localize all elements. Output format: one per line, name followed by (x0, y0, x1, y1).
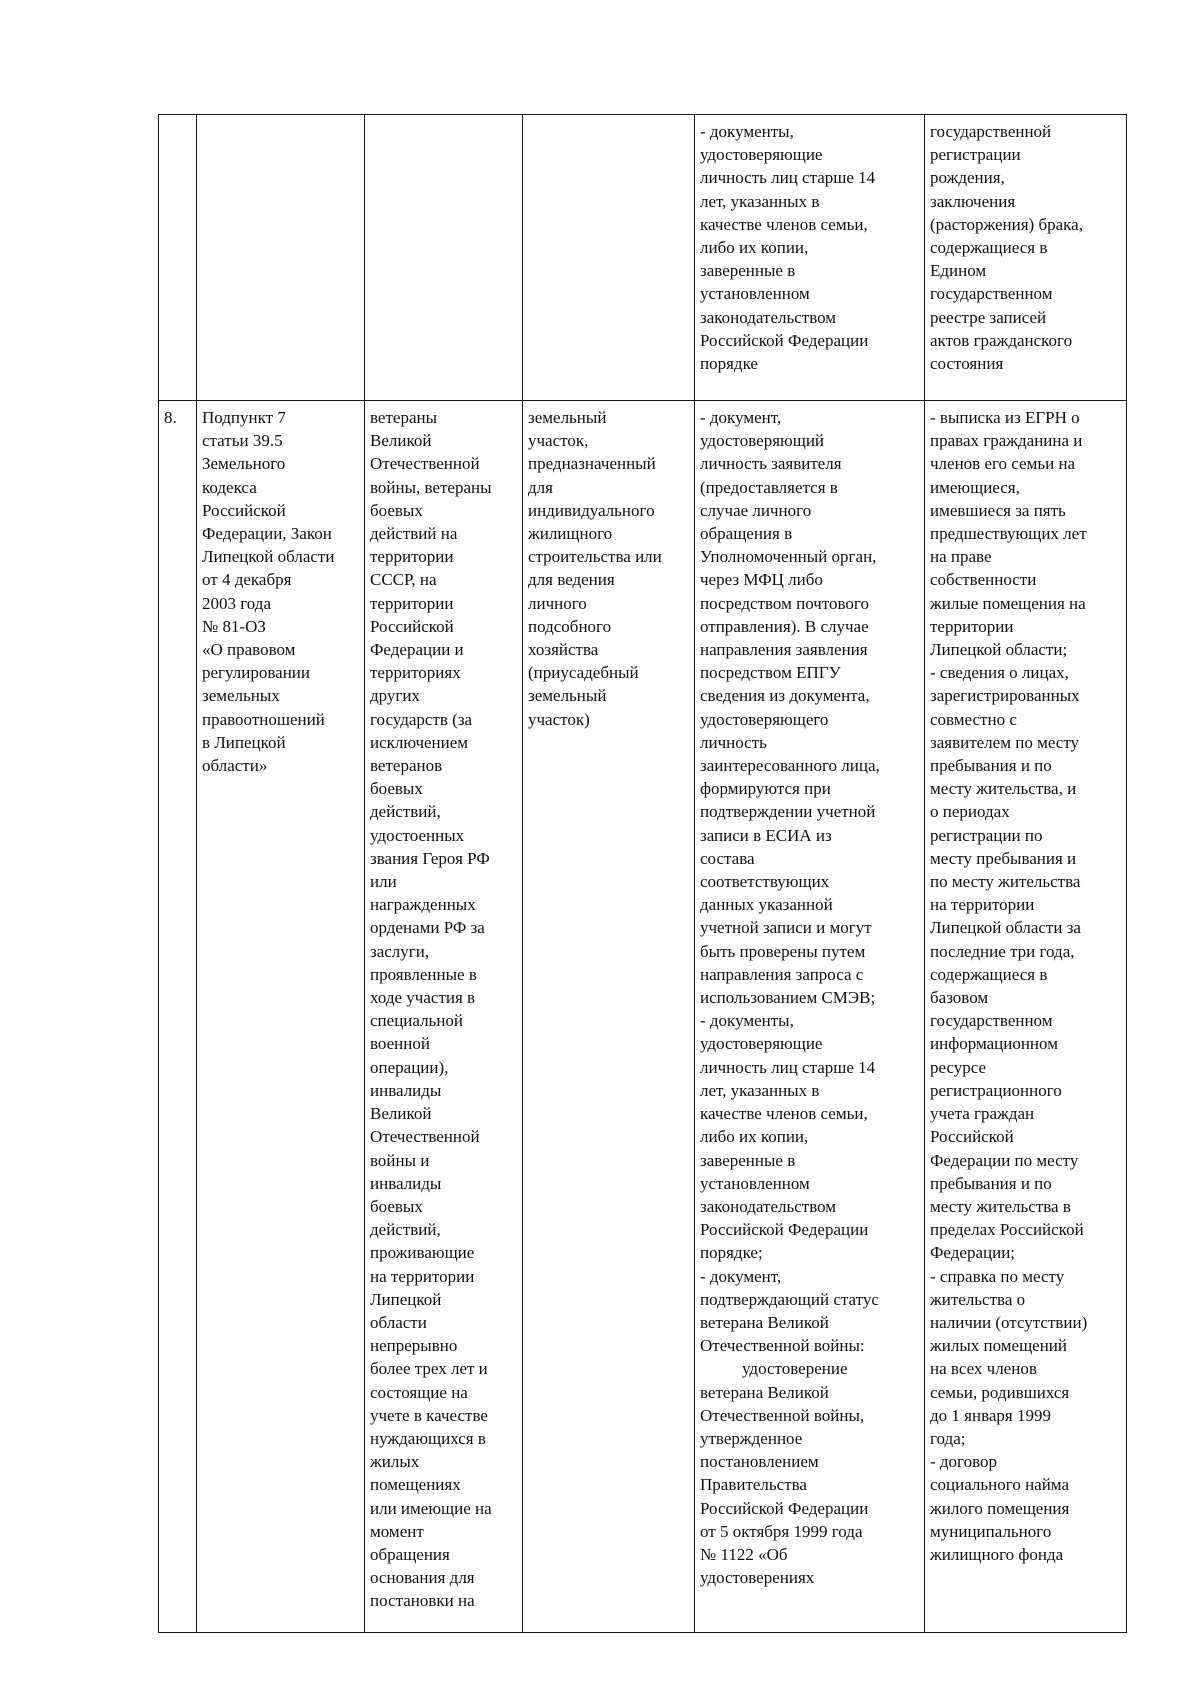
text-line: Липецкой области (202, 547, 335, 567)
text-line: сведения из документа, (700, 686, 870, 706)
text-line: Отечественной (370, 1127, 480, 1147)
row-number: 8. (164, 408, 177, 427)
text-line: Российской (930, 1127, 1014, 1147)
text-line: государственном (930, 1011, 1053, 1031)
text-line: действий, (370, 802, 441, 822)
text-line: подтверждающий статус (700, 1289, 879, 1309)
text-line: индивидуального (528, 500, 655, 520)
text-line: войны и (370, 1150, 430, 1170)
text-line: жилых (370, 1452, 420, 1472)
text-line: данных указанной (700, 895, 833, 915)
text-line: статьи 39.5 (202, 431, 283, 451)
text-line: Едином (930, 261, 987, 281)
text-line: для (528, 477, 553, 497)
text-line: кодекса (202, 477, 257, 497)
text-line: 2003 года (202, 593, 272, 613)
text-line: Российской Федерации (700, 1498, 869, 1518)
text-line: удостоверяющие (700, 1034, 823, 1054)
text-line: действий, (370, 1220, 441, 1240)
text-line: войны, ветераны (370, 477, 492, 497)
text-line: от 4 декабря (202, 570, 292, 590)
text-line: соответствующих (700, 872, 830, 892)
text-line: правоотношений (202, 709, 325, 729)
text-line: ветерана Великой (700, 1312, 829, 1332)
text-line: инвалиды (370, 1080, 442, 1100)
text-line: помещениях (370, 1475, 461, 1495)
text-line: жилого помещения (930, 1498, 1070, 1518)
text-line: или (370, 872, 397, 892)
text-line: Липецкой области; (930, 640, 1068, 660)
text-line: пределах Российской (930, 1220, 1084, 1240)
text-line: зарегистрированных (930, 686, 1080, 706)
text-line: звания Героя РФ (370, 848, 490, 868)
text-line: актов гражданского (930, 330, 1073, 350)
text-line: членов его семьи на (930, 454, 1076, 474)
text-line: месту жительства в (930, 1196, 1071, 1216)
text-line: месту жительства, и (930, 779, 1077, 799)
text-line: участок) (528, 709, 590, 729)
cell-applicant-docs (695, 115, 925, 401)
text-line: имеющиеся, (930, 477, 1020, 497)
text-line: базовом (930, 988, 989, 1008)
text-line: социального найма (930, 1475, 1069, 1495)
text-line: муниципального (930, 1521, 1052, 1541)
text-line: семьи, родившихся (930, 1382, 1070, 1402)
text-line: удостоверение (742, 1359, 848, 1379)
text-line: ветеранов (370, 756, 443, 776)
text-line: Российской Федерации (700, 330, 869, 350)
text-line: области (370, 1312, 427, 1332)
text-line: качестве членов семьи, (700, 1104, 868, 1124)
text-line: исключением (370, 732, 469, 752)
text-line: месту пребывания и (930, 848, 1077, 868)
text-line: имевшиеся за пять (930, 500, 1066, 520)
text-line: удостоенных (370, 825, 465, 845)
text-line: отправления). В случае (700, 616, 869, 636)
text-line: ветераны (370, 408, 438, 427)
text-line: (расторжения) брака, (930, 214, 1083, 234)
text-line: - сведения о лицах, (930, 663, 1069, 683)
text-line: - справка по месту (930, 1266, 1065, 1286)
text-line: на территории (930, 895, 1035, 915)
text-line: Российской (202, 500, 286, 520)
text-line: случае личного (700, 500, 812, 520)
text-line: специальной (370, 1011, 464, 1031)
text-line: орденами РФ за (370, 918, 485, 938)
text-line: содержащиеся в (930, 238, 1048, 258)
text-line: - документы, (700, 122, 794, 141)
text-line: инвалиды (370, 1173, 442, 1193)
text-line: жилых помещений (930, 1336, 1068, 1356)
text-line: Федерации, Закон (202, 524, 332, 544)
text-line: территории (370, 547, 454, 567)
text-line: операции), (370, 1057, 449, 1077)
text-line: боевых (370, 1196, 423, 1216)
text-line: заключения (930, 191, 1016, 211)
text-line: качестве членов семьи, (700, 214, 868, 234)
text-line: жилищного фонда (930, 1544, 1064, 1564)
text-line: Отечественной войны: (700, 1336, 865, 1356)
text-line: жилые помещения на (930, 593, 1086, 613)
text-line: государств (за (370, 709, 473, 729)
text-line: Отечественной (370, 454, 480, 474)
text-line: подтверждении учетной (700, 802, 876, 822)
text-line: ветерана Великой (700, 1382, 829, 1402)
text-line: боевых (370, 779, 423, 799)
cell-number (159, 115, 197, 401)
text-line: боевых (370, 500, 423, 520)
text-line: содержащиеся в (930, 964, 1048, 984)
text-line: Российской Федерации (700, 1220, 869, 1240)
text-line: законодательством (700, 1196, 837, 1216)
text-line: наличии (отсутствии) (930, 1312, 1088, 1332)
text-line: «О правовом (202, 640, 296, 660)
cell-requested-docs (925, 115, 1127, 401)
text-line: территориях (370, 663, 461, 683)
text-line: территории (370, 593, 454, 613)
cell-requested-docs (925, 401, 1127, 1633)
text-line: области» (202, 756, 268, 776)
services-table (158, 114, 1127, 1633)
table-row (159, 401, 1127, 1633)
text-line: Отечественной войны, (700, 1405, 865, 1425)
text-line: или имеющие на (370, 1498, 492, 1518)
text-line: - документ, (700, 408, 782, 427)
text-line: постановлением (700, 1452, 819, 1472)
text-line: Российской (370, 616, 454, 636)
text-line: других (370, 686, 420, 706)
text-line: личность лиц старше 14 (700, 168, 876, 188)
text-line: личного (528, 593, 587, 613)
cell-basis (197, 401, 365, 1633)
text-line: действий на (370, 524, 458, 544)
text-line: хозяйства (528, 640, 599, 660)
text-line: - документ, (700, 1266, 782, 1286)
cell-basis (197, 115, 365, 401)
text-line: формируются при (700, 779, 831, 799)
text-line: Правительства (700, 1475, 807, 1495)
text-line: состава (700, 848, 755, 868)
text-line: обращения (370, 1544, 450, 1564)
text-line: № 1122 «Об (700, 1544, 788, 1564)
text-line: жилищного (528, 524, 613, 544)
text-line: на территории (370, 1266, 475, 1286)
text-line: установленном (700, 1173, 810, 1193)
text-line: через МФЦ либо (700, 570, 823, 590)
text-line: регистрационного (930, 1080, 1062, 1100)
text-line: порядке (700, 354, 758, 374)
cell-number (159, 401, 197, 1633)
text-line: состояния (930, 354, 1004, 374)
text-line: рождения, (930, 168, 1005, 188)
text-line: совместно с (930, 709, 1017, 729)
text-line: удостоверениях (700, 1568, 815, 1588)
text-line: предшествующих лет (930, 524, 1087, 544)
text-line: законодательством (700, 307, 837, 327)
table-row (159, 115, 1127, 401)
text-line: собственности (930, 570, 1037, 590)
text-line: Подпункт 7 (202, 408, 286, 427)
text-line: ходе участия в (370, 988, 476, 1008)
text-line: до 1 января 1999 (930, 1405, 1051, 1425)
text-line: учете в качестве (370, 1405, 488, 1425)
text-line: заверенные в (700, 261, 796, 281)
text-line: личность заявителя (700, 454, 842, 474)
text-line: от 5 октября 1999 года (700, 1521, 863, 1541)
text-line: учетной записи и могут (700, 918, 872, 938)
text-line: состоящие на (370, 1382, 468, 1402)
cell-land-plot (523, 401, 695, 1633)
cell-category (365, 115, 523, 401)
text-line: для ведения (528, 570, 615, 590)
text-line: более трех лет и (370, 1359, 488, 1379)
text-line: земельных (202, 686, 280, 706)
text-line: использованием СМЭВ; (700, 988, 876, 1008)
text-line: № 81-ОЗ (202, 616, 266, 636)
text-line: территории (930, 616, 1014, 636)
text-line: Федерации; (930, 1243, 1016, 1263)
text-line: удостоверяющие (700, 145, 823, 165)
text-line: последние три года, (930, 941, 1075, 961)
text-line: личность лиц старше 14 (700, 1057, 876, 1077)
text-line: жительства о (930, 1289, 1026, 1309)
text-line: на всех членов (930, 1359, 1037, 1379)
text-line: года; (930, 1428, 966, 1448)
text-line: предназначенный (528, 454, 656, 474)
text-line: лет, указанных в (700, 1080, 820, 1100)
text-line: Земельного (202, 454, 286, 474)
text-line: либо их копии, (700, 238, 809, 258)
text-line: обращения в (700, 524, 793, 544)
text-line: о периодах (930, 802, 1010, 822)
text-line: посредством ЕПГУ (700, 663, 841, 683)
text-line: личность (700, 732, 767, 752)
text-line: правах гражданина и (930, 431, 1083, 451)
text-line: пребывания и по (930, 756, 1052, 776)
text-line: момент (370, 1521, 424, 1541)
text-line: быть проверены путем (700, 941, 866, 961)
text-line: земельный (528, 408, 607, 427)
text-line: основания для (370, 1568, 475, 1588)
text-line: удостоверяющий (700, 431, 825, 451)
text-line: Федерации по месту (930, 1150, 1079, 1170)
text-line: постановки на (370, 1591, 475, 1611)
text-line: Великой (370, 431, 432, 451)
cell-category (365, 401, 523, 1633)
text-line: записи в ЕСИА из (700, 825, 832, 845)
text-line: информационном (930, 1034, 1058, 1054)
text-line: утвержденное (700, 1428, 803, 1448)
text-line: проживающие (370, 1243, 475, 1263)
text-line: учета граждан (930, 1104, 1035, 1124)
text-line: (приусадебный (528, 663, 639, 683)
text-line: заслуги, (370, 941, 430, 961)
cell-applicant-docs (695, 401, 925, 1633)
text-line: Великой (370, 1104, 432, 1124)
cell-land-plot (523, 115, 695, 401)
text-line: направления заявления (700, 640, 868, 660)
text-line: (предоставляется в (700, 477, 838, 497)
text-line: на праве (930, 547, 992, 567)
text-line: заинтересованного лица, (700, 756, 880, 776)
text-line: награжденных (370, 895, 476, 915)
text-line: заявителем по месту (930, 732, 1080, 752)
text-line: в Липецкой (202, 732, 286, 752)
text-line: Федерации и (370, 640, 464, 660)
text-line: ресурсе (930, 1057, 987, 1077)
text-line: участок, (528, 431, 589, 451)
text-line: Уполномоченный орган, (700, 547, 877, 567)
text-line: направления запроса с (700, 964, 864, 984)
text-line: посредством почтового (700, 593, 869, 613)
text-line: нуждающихся в (370, 1428, 486, 1448)
text-line: - документы, (700, 1011, 794, 1031)
text-line: установленном (700, 284, 810, 304)
text-line: проявленные в (370, 964, 477, 984)
text-line: непрерывно (370, 1336, 458, 1356)
text-line: - выписка из ЕГРН о (930, 408, 1080, 427)
text-line: реестре записей (930, 307, 1047, 327)
text-line: регистрации (930, 145, 1021, 165)
text-line: военной (370, 1034, 430, 1054)
text-line: порядке; (700, 1243, 763, 1263)
text-line: СССР, на (370, 570, 437, 590)
text-line: Липецкой (370, 1289, 442, 1309)
text-line: Липецкой области за (930, 918, 1081, 938)
text-line: регулировании (202, 663, 310, 683)
text-line: заверенные в (700, 1150, 796, 1170)
text-line: по месту жительства (930, 872, 1081, 892)
text-line: государственной (930, 122, 1052, 141)
text-line: государственном (930, 284, 1053, 304)
text-line: строительства или (528, 547, 662, 567)
text-line: удостоверяющего (700, 709, 829, 729)
text-line: лет, указанных в (700, 191, 820, 211)
text-line: либо их копии, (700, 1127, 809, 1147)
text-line: - договор (930, 1452, 998, 1472)
text-line: подсобного (528, 616, 612, 636)
text-line: пребывания и по (930, 1173, 1052, 1193)
text-line: земельный (528, 686, 607, 706)
text-line: регистрации по (930, 825, 1043, 845)
